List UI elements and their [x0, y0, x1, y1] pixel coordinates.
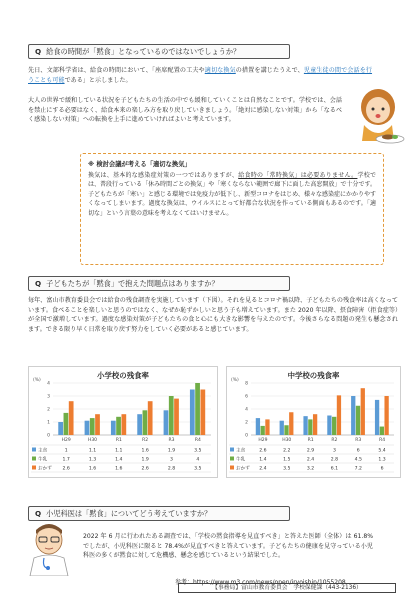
data-table-value: 1.9	[167, 448, 176, 454]
data-table-value: 1.3	[378, 457, 386, 463]
x-tick-label: R1	[115, 438, 122, 443]
x-tick-label: R4	[194, 438, 201, 443]
legend-swatch	[32, 457, 36, 461]
data-table-value: 1.1	[115, 448, 123, 454]
middle-chart-svg	[227, 367, 402, 479]
ventilation-link[interactable]: 適切な換気	[204, 67, 236, 74]
bar-牛乳	[332, 417, 336, 435]
bar-主食	[375, 400, 379, 435]
data-table-value: 1.7	[62, 457, 70, 463]
bar-牛乳	[356, 406, 360, 435]
section3-paragraph: 2022 年 6 月に行われたある調査では、「学校の黙食指導を見直すべき」と答えた医師（全体）は 61.8%でしたが、小児科医に限ると 78.4%が見直すべきと答えています。子どもたちの健康を見守っている小児科医の多くが黙食に対して危機感、懸念を感じているという結果でした。	[83, 533, 374, 560]
x-tick-label: R1	[307, 438, 314, 443]
data-table-value: 1.3	[88, 457, 97, 463]
data-table-value: 4.5	[354, 457, 362, 463]
x-tick-label: H30	[87, 438, 98, 443]
data-table-value: 7.2	[354, 466, 362, 472]
data-table-value: 3.5	[194, 466, 202, 472]
y-tick-label: 4	[47, 381, 50, 387]
bar-主食	[85, 421, 90, 435]
middle-school-leftover-chart	[226, 366, 401, 478]
bar-牛乳	[90, 418, 95, 435]
bar-おかず	[200, 390, 205, 436]
data-table-value: 1.6	[115, 466, 123, 472]
data-table-value: 2.8	[167, 466, 176, 472]
question-bar-3	[28, 506, 290, 521]
contact-box	[178, 583, 396, 593]
elementary-chart-svg	[29, 367, 219, 479]
data-table-value: 3	[170, 457, 173, 463]
data-table-value: 1.6	[88, 466, 97, 472]
question-text: 小児科医は「黙食」についてどう考えていますか？	[46, 509, 212, 518]
y-axis-label: (%)	[231, 378, 239, 383]
bar-おかず	[121, 414, 126, 435]
note-box-title: ※ 検討会議が考える「適切な換気」	[88, 161, 191, 168]
bar-牛乳	[380, 427, 384, 435]
bar-主食	[58, 422, 63, 435]
chart-title: 中学校の残食率	[287, 371, 340, 380]
bar-おかず	[95, 414, 100, 435]
bar-牛乳	[308, 419, 312, 435]
y-tick-label: 3	[47, 394, 50, 400]
bar-主食	[164, 410, 169, 435]
data-table-value: 6	[356, 448, 360, 454]
question-bar-1	[28, 44, 290, 59]
y-tick-label: 2	[47, 407, 50, 413]
legend-label: 主食	[38, 448, 48, 454]
section2-paragraph: 毎年、富山市教育委員会では給食の残食調査を実施しています（下図）。それを見るとコロナ禍以降、子どもたちの残食率は高くなっています。食べることを楽しいと思うのではなく、なぜか恥ずかしいと思う子も増えています。また 2020 年以降、摂食障害（拒食症等）が全国で激増しています。過度な感染対策が子どもたちの食と心にも大きな影響を与えたのです。今後さらなる問題の発生も懸念されます。できる限り早く日常を取り戻す努力をしていく必要があると感じています。	[28, 297, 398, 333]
legend-label: 主食	[236, 448, 246, 454]
question-mark: Q	[35, 279, 42, 288]
bar-主食	[351, 396, 355, 435]
legend-label: おかず	[236, 466, 250, 472]
y-tick-label: 6	[245, 394, 248, 400]
data-table-value: 1	[64, 448, 68, 454]
question-mark: Q	[35, 47, 42, 56]
y-tick-label: 0	[47, 433, 50, 439]
bar-牛乳	[284, 425, 288, 435]
data-table-value: 3	[332, 448, 336, 454]
bar-主食	[327, 416, 331, 436]
data-table-value: 2.6	[141, 466, 149, 472]
data-table-value: 2.4	[306, 457, 315, 463]
section1-paragraph1: 先日、文部科学省は、給食の時間において、「座席配置の工夫や適切な換気の措置を講じたうえで、児童生徒の間で会話を行うことも可能である」と示しました。	[28, 67, 373, 84]
y-tick-label: 0	[245, 433, 248, 439]
x-tick-label: H29	[61, 438, 71, 443]
bar-おかず	[289, 412, 293, 435]
data-table-value: 2.4	[259, 466, 267, 472]
question-text: 給食の時間が「黙食」となっているのではないでしょうか？	[46, 47, 241, 56]
bar-おかず	[148, 401, 153, 435]
data-table-value: 1.4	[115, 457, 123, 463]
bar-おかず	[337, 395, 341, 435]
legend-label: 牛乳	[236, 457, 246, 463]
office-contact: 富山市教育委員会 学校保健課（443-2136）	[241, 585, 362, 591]
x-tick-label: R2	[142, 438, 149, 443]
y-axis-label: (%)	[33, 378, 41, 383]
bar-牛乳	[169, 396, 174, 435]
legend-swatch	[32, 466, 36, 470]
ventilation-note-box	[80, 153, 384, 265]
note-box-body: 換気は、基本的な感染症対策の一つではありますが、給食時の「常時換気」は必要ありません。学校では、普段行っている「休み時間ごとの換気」や「寒くならない範囲で廊下に面した高窓開放」で十分です。子どもたちが「寒い」と感じる環境では免疫力が低下し、新型コロナをはじめ、様々な感染症にかかりやすくなってしまいます。過度な換気は、ウイルスにとって好都合な状況を作っている側面もあるのです。「適切な」という言葉の意味を考えなくてはいけません。	[88, 172, 376, 217]
data-table-value: 1.6	[141, 448, 149, 454]
x-tick-label: R2	[331, 438, 338, 443]
bar-牛乳	[116, 417, 121, 435]
bar-おかず	[174, 399, 179, 435]
x-tick-label: R4	[379, 438, 386, 443]
bar-おかず	[69, 401, 74, 435]
data-table-value: 6	[380, 466, 384, 472]
data-table-value: 2.2	[283, 448, 291, 454]
bar-主食	[256, 418, 260, 435]
bar-主食	[111, 421, 116, 435]
data-table-value: 1.1	[88, 448, 97, 454]
elementary-leftover-chart	[28, 366, 218, 478]
data-table-value: 1.4	[259, 457, 267, 463]
bar-おかず	[265, 419, 269, 435]
data-table-value: 6.1	[330, 466, 339, 472]
data-table-value: 2.9	[306, 448, 315, 454]
bar-おかず	[384, 396, 388, 435]
legend-label: おかず	[38, 466, 52, 472]
legend-swatch	[230, 448, 234, 452]
bar-牛乳	[195, 383, 200, 435]
data-table-value: 2.8	[330, 457, 339, 463]
office-label: 【事務局】	[212, 585, 242, 591]
data-table-value: 3.5	[194, 448, 202, 454]
data-table-value: 2.6	[259, 448, 267, 454]
x-tick-label: H29	[258, 438, 268, 443]
question-text: 子どもたちが「黙食」で抱えた問題点はありますか？	[46, 279, 219, 288]
girl-eating-illustration	[350, 83, 410, 147]
bar-牛乳	[261, 426, 265, 435]
legend-label: 牛乳	[38, 457, 48, 463]
bar-牛乳	[143, 410, 148, 435]
doctor-illustration	[22, 520, 76, 576]
conversation-ok-highlight: 児童生徒の間で会話を行うことも可能	[28, 67, 373, 84]
data-table-value: 5.4	[378, 448, 386, 454]
reference-url[interactable]: 参考：https://www.m3.com/news/open/iryoishin/1055208	[175, 579, 346, 586]
y-tick-label: 1	[47, 420, 50, 426]
bar-おかず	[313, 414, 317, 435]
bar-主食	[190, 390, 195, 436]
data-table-value: 3.2	[306, 466, 315, 472]
y-tick-label: 4	[245, 407, 248, 413]
chart-title: 小学校の残食率	[97, 371, 149, 380]
y-tick-label: 2	[245, 420, 248, 426]
y-tick-label: 8	[245, 381, 248, 387]
legend-swatch	[230, 466, 234, 470]
bar-おかず	[361, 388, 365, 435]
data-table-value: 1.5	[283, 457, 291, 463]
legend-swatch	[32, 448, 36, 452]
pct-pediatricians: 78.4%	[164, 542, 184, 550]
legend-swatch	[230, 457, 234, 461]
data-table-value: 4	[196, 457, 200, 463]
data-table-value: 1.9	[141, 457, 149, 463]
x-tick-label: R3	[355, 438, 362, 443]
pct-all-doctors: 61.8%	[353, 533, 373, 540]
bar-牛乳	[64, 413, 69, 435]
bar-主食	[137, 414, 142, 435]
bar-主食	[303, 416, 307, 435]
x-tick-label: H30	[282, 438, 292, 443]
x-tick-label: R3	[168, 438, 175, 443]
data-table-value: 2.6	[62, 466, 70, 472]
section1-paragraph2: 大人の世界で緩和している状況を子どもたちの生活の中でも緩和していくことは自然なことです。学校では、会話を禁止にする必要はなく、給食本来の楽しみ方を取り戻していきましょう。「絶対に感染しない対策」から「なるべく感染しない対策」への転換を上手に進めていければよいと考えています。	[28, 97, 342, 124]
question-bar-2	[28, 276, 290, 291]
bar-主食	[280, 421, 284, 435]
data-table-value: 3.5	[283, 466, 291, 472]
question-mark: Q	[35, 509, 42, 518]
